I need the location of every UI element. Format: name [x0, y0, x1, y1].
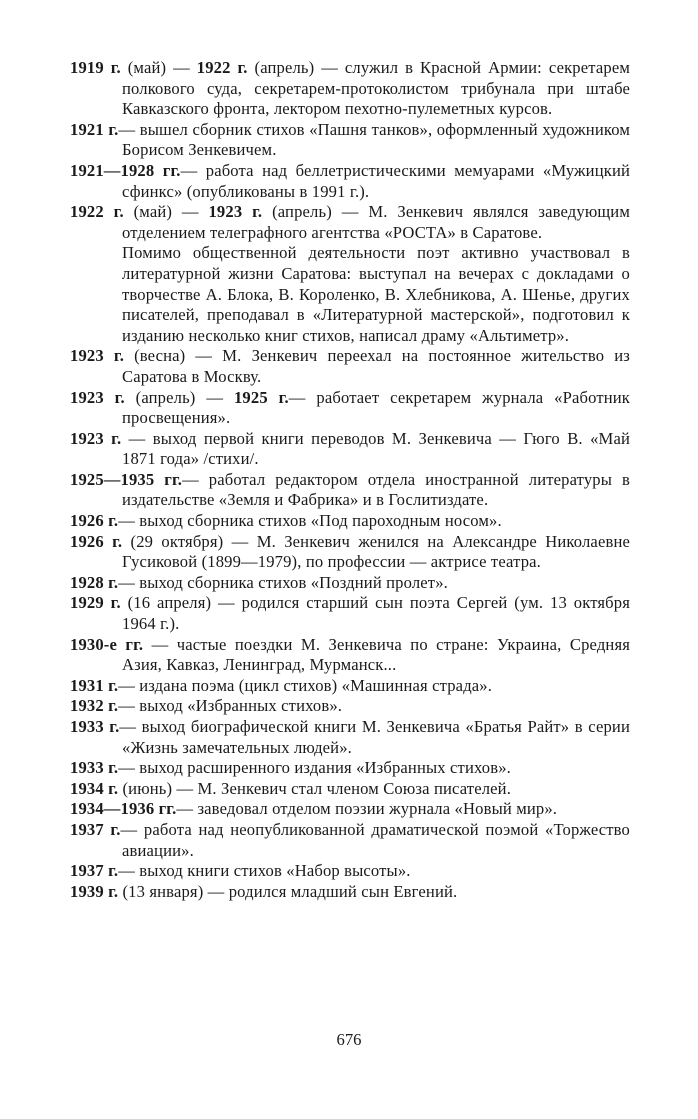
chronology-entry [70, 758, 630, 779]
chronology-entry [70, 779, 630, 800]
entry-text: (апрель) — М. Зенкевич являлся заведующим отделением телеграфного агентства «РОСТА» в Саратове. [122, 202, 630, 242]
entry-date: 1933 г. [70, 717, 120, 736]
entry-date: 1937 г. [70, 861, 119, 881]
entry-text: — заведовал отделом поэзии журнала «Новый мир». [176, 799, 558, 819]
entry-text: — работал редактором отдела иностранной литературы в издательстве «Земля и Фабрика» и в Гослитиздате. [122, 469, 630, 510]
entry-text: — работа над беллетристическими мемуарами «Мужицкий сфинкс» (опубликованы в 1991 г.). [122, 160, 631, 201]
entry-text: (весна) — М. Зенкевич переехал на постоянное жительство из Саратова в Москву. [122, 346, 630, 386]
entry-date: 1934 г. [70, 778, 119, 798]
entry-date-end: 1922 г. [196, 58, 248, 77]
entry-text: (16 апреля) — родился старший сын поэта Сергей (ум. 13 октября 1964 г.). [120, 593, 630, 634]
entry-text: — выход книги стихов «Набор высоты». [118, 861, 411, 881]
entry-date-end: 1923 г. [208, 202, 263, 222]
chronology-entry [70, 429, 630, 470]
entry-text: — работа над неопубликованной драматической поэмой «Торжество авиации». [120, 819, 630, 860]
chronology-entry [70, 532, 630, 573]
chronology-entry [70, 635, 630, 676]
chronology-entry [70, 861, 630, 882]
entry-date: 1931 г. [70, 675, 119, 695]
entry-date: 1919 г. [70, 58, 121, 77]
entry-text: — выход «Избранных стихов». [118, 696, 343, 716]
entry-paragraph: Помимо общественной деятельности поэт активно участвовал в литературной жизни Саратова: выступал на вечерах с докладами о творчестве А. Блока, В. Короленко, В. Хлебникова, А. Шенье, других писателей, преподавал в «Литературной мастерской», подготовил к изданию несколько книг стихов, написал драму «Альтиметр». [122, 243, 630, 345]
entry-date: 1925—1935 гг. [70, 469, 183, 489]
chronology-entry [70, 470, 630, 511]
entry-date: 1923 г. [70, 346, 124, 366]
entry-text: — вышел сборник стихов «Пашня танков», оформленный художником Борисом Зенкевичем. [118, 119, 630, 160]
entry-text: (май) — [120, 58, 197, 77]
chronology-entry [70, 696, 630, 717]
entry-text: — выход сборника стихов «Поздний пролет». [118, 572, 448, 592]
entry-text: (29 октября) — М. Зенкевич женился на Александре Николаевне Гусиковой (1899—1979), по профессии — актрисе театра. [122, 531, 630, 572]
chronology-entry [70, 511, 630, 532]
chronology-entry [70, 202, 630, 346]
entry-text: (апрель) — служил в Красной Армии: секретарем полкового суда, секретарем-протоколистом трибунала при штабе Кавказского фронта, лектором пехотно-пулеметных курсов. [122, 58, 630, 119]
entry-text: — выход расширенного издания «Избранных стихов». [118, 758, 511, 778]
entry-date: 1928 г. [70, 572, 119, 592]
chronology-entry [70, 161, 630, 202]
entry-date: 1930-е гг. [70, 634, 144, 654]
entry-text: (апрель) — [124, 387, 234, 407]
entry-text: (13 января) — родился младший сын Евгений. [118, 881, 458, 901]
chronology-entry [70, 573, 630, 594]
entry-date: 1939 г. [70, 881, 119, 901]
entry-text: — выход биографической книги М. Зенкевича «Братья Райт» в серии «Жизнь замечательных людей». [119, 717, 630, 757]
entry-date: 1934—1936 гг. [70, 799, 177, 819]
chronology-entry [70, 346, 630, 387]
chronology-entry [70, 799, 630, 820]
entry-date: 1923 г. [70, 387, 125, 407]
entry-date: 1926 г. [70, 531, 123, 551]
chronology-entry [70, 820, 630, 861]
chronology-entry [70, 676, 630, 697]
chronology-entry [70, 717, 630, 758]
entry-date: 1937 г. [70, 819, 121, 839]
entry-date: 1926 г. [70, 511, 119, 531]
chronology-entry [70, 58, 630, 120]
entry-text: — частые поездки М. Зенкевича по стране: Украина, Средняя Азия, Кавказ, Ленинград, Мурманск... [122, 634, 631, 675]
entry-text: — работает секретарем журнала «Работник просвещения». [122, 387, 630, 428]
chronology-entry [70, 120, 630, 161]
chronology-entry [70, 593, 630, 634]
page-number: 676 [336, 1030, 362, 1049]
entry-date: 1921—1928 гг. [70, 160, 181, 180]
entry-date: 1929 г. [70, 593, 121, 613]
entry-text: — выход сборника стихов «Под пароходным носом». [118, 511, 502, 531]
entry-text: — издана поэма (цикл стихов) «Машинная страда». [118, 675, 493, 695]
entry-text: (май) — [123, 202, 209, 222]
entry-date-end: 1925 г. [233, 387, 289, 407]
chronology-entry [70, 388, 630, 429]
entry-text: (июнь) — М. Зенкевич стал членом Союза писателей. [118, 778, 511, 798]
chronology-entry [70, 882, 630, 903]
entry-date: 1922 г. [70, 202, 124, 222]
entry-text: — выход первой книги переводов М. Зенкевича — Гюго В. «Май 1871 года» /стихи/. [121, 428, 630, 469]
entry-date: 1932 г. [70, 696, 119, 716]
entry-date: 1921 г. [70, 119, 119, 139]
entry-date: 1933 г. [70, 758, 119, 778]
entry-date: 1923 г. [70, 428, 122, 448]
chronology-list [70, 58, 630, 902]
